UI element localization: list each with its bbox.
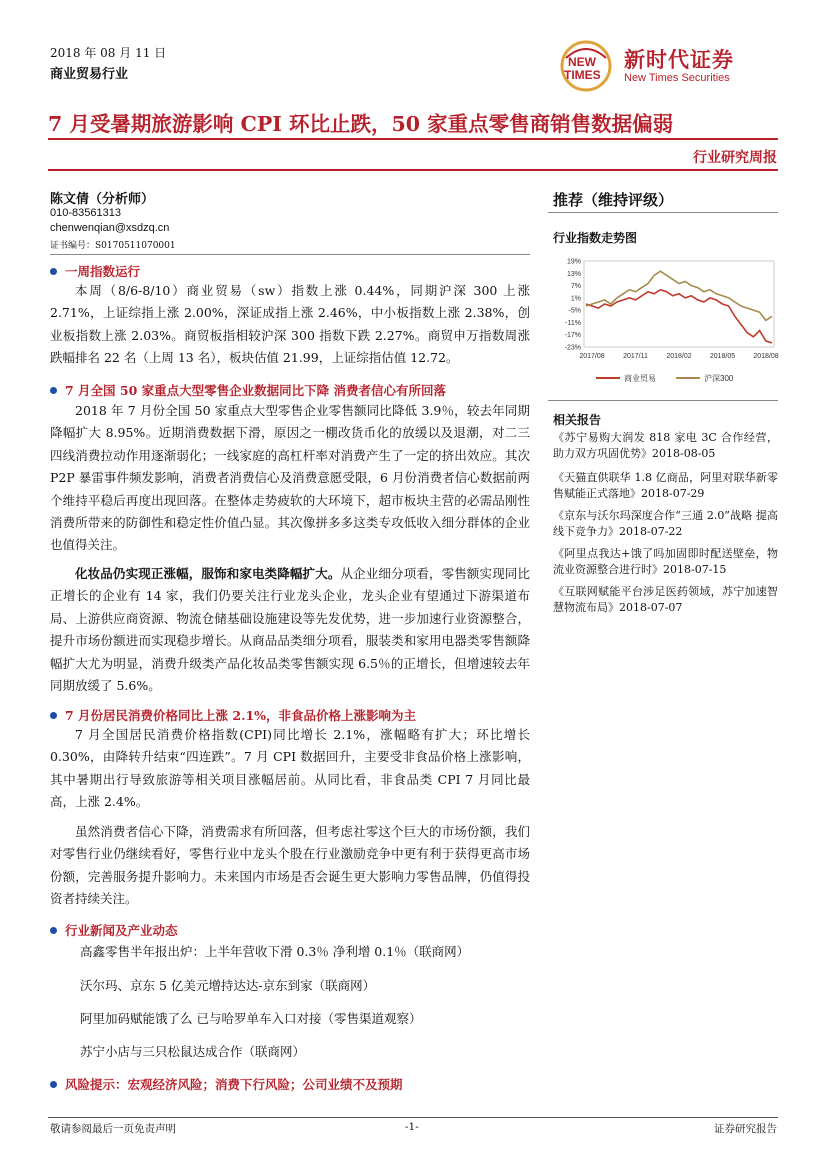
news-item[interactable]: 苏宁小店与三只松鼠达成合作（联商网） [80, 1044, 306, 1059]
paragraph-retail-data: 2018 年 7 月份全国 50 家重点大型零售企业零售额同比降低 3.9％，较去年同期降幅扩大 8.95%。近期消费数据下滑，原因之一棚改货币化的放缓以及退潮，对二三四线消费拉动作用逐渐弱化；一线家庭的高杠杆率对消费产生了一定的挤出效应。其次 P2P 暴雷事件频发影响，消费者消费信心及消费意愿受限，6 月份消费者信心数据前两个维持平稳后再度出现回落。在整体走势疲软的大环境下，超市板块主营的必需品刚性消费所带来的防御性和稳定性价值凸显。其次像拼多多这类专攻低收入细分群体的企业也值得关注。 [50, 403, 530, 553]
logo-emblem-icon [558, 38, 620, 94]
y-tick-label: 13% [566, 270, 581, 278]
news-item[interactable]: 阿里加码赋能饿了么 已与哈罗单车入口对接（零售渠道观察） [80, 1011, 422, 1026]
x-tick-label: 2018/02 [666, 353, 692, 360]
paragraph-outlook: 虽然消费者信心下降，消费需求有所回落，但考虑社零这个巨大的市场份额，我们对零售行业仍继续看好，零售行业中龙头个股在行业激励竞争中更有利于获得更高市场份额，完善服务提升影响力。未来国内市场是否会诞生更大影响力零售品牌，仍值得投资者持续关注。 [50, 824, 530, 907]
section-heading-risk [50, 1075, 403, 1093]
logo-text-en: New Times Securities [624, 72, 730, 84]
section-heading-cpi [50, 706, 416, 724]
series-line-1 [586, 271, 772, 320]
paragraph-index-review: 本周（8/6-8/10）商业贸易（sw）指数上涨 0.44%，同期沪深 300 上涨 2.71%，上证综指上涨 2.00%，深证成指上涨 2.46%，中小板指数上涨 2.38%，创业板指数上涨 2.03%。商贸板指相较沪深 300 指数下跌 2.27%。商贸申万指数周涨跌幅排名 22 名（上周 13 名），板块估值 21.99，上证综指估值 12.72。 [50, 283, 530, 366]
bullet-icon [50, 927, 57, 934]
related-report-item[interactable]: 《阿里点我达+饿了吗加固即时配送壁垒，物流业资源整合进行时》2018-07-15 [553, 547, 778, 576]
related-report-item[interactable]: 《京东与沃尔玛深度合作“三通 2.0”战略 提高线下竞争力》2018-07-22 [553, 509, 778, 538]
series-line-0 [586, 290, 772, 343]
y-tick-label: -5% [568, 307, 581, 315]
section-heading-index [50, 262, 140, 280]
paragraph-lead-bold: 化妆品仍实现正涨幅，服饰和家电类降幅扩大。 [75, 566, 341, 581]
analyst-divider [50, 254, 530, 255]
section-heading-text: 一周指数运行 [65, 264, 141, 279]
chart-title: 行业指数走势图 [553, 231, 638, 245]
legend-label-0: 商业贸易 [624, 374, 656, 383]
analyst-cert: 证书编号：S0170511070001 [50, 241, 176, 251]
paragraph-cpi: 7 月全国居民消费价格指数(CPI)同比增长 2.1%，涨幅略有扩大；环比增长 0.30%，由降转升结束“四连跌”。7 月 CPI 数据回升，主要受非食品价格上涨影响，其中暑期出行导致旅游等相关项目涨幅居前。从同比看，非食品类 CPI 7 月同比最高，上涨 2.4%。 [50, 727, 530, 810]
y-tick-label: 19% [566, 258, 581, 266]
y-tick-label: -23% [564, 344, 581, 352]
section-heading-text: 风险提示：宏观经济风险；消费下行风险；公司业绩不及预期 [65, 1077, 403, 1092]
bullet-icon [50, 268, 57, 275]
footer-label: 证券研究报告 [714, 1123, 777, 1135]
y-tick-label: -11% [565, 319, 581, 327]
related-report-item[interactable]: 《苏宁易购大润发 818 家电 3C 合作经营，助力双方巩固优势》2018-08-05 [553, 431, 778, 460]
y-tick-label: 1% [570, 295, 581, 303]
logo-mark-top: NEW [568, 55, 596, 69]
section-heading-text: 7 月份居民消费价格同比上涨 2.1%，非食品价格上涨影响为主 [65, 708, 417, 723]
page-title: 7 月受暑期旅游影响 CPI 环比止跌，50 家重点零售商销售数据偏弱 [48, 112, 674, 136]
chart-divider [548, 400, 778, 401]
section-heading-news [50, 921, 178, 939]
bullet-icon [50, 1081, 57, 1088]
report-type-label: 行业研究周报 [693, 150, 777, 166]
rating-label: 推荐（维持评级） [553, 191, 674, 209]
news-item[interactable]: 沃尔玛、京东 5 亿美元增持达达-京东到家（联商网） [80, 978, 376, 993]
page-number: -1- [405, 1121, 419, 1133]
report-date: 2018 年 08 月 11 日 [50, 46, 167, 60]
paragraph-body: 从企业细分项看，零售额实现同比正增长的企业有 14 家，我们仍要关注行业龙头企业，龙头企业有望通过下游渠道布局、上游供应商资源、物流仓储基础设施建设等先发优势，进一步加速行业资源整合，提升市场份额进而实现稳步增长。从商品品类细分项看，服装类和家用电器类零售额降幅扩大尤为明显，消费升级类产品化妆品类零售额实现 6.5％的正增长，但增速较去年同期放缓了 5.6%。 [50, 566, 530, 694]
analyst-name: 陈文倩（分析师） [50, 192, 155, 207]
legend-label-1: 沪深300 [704, 374, 734, 383]
paragraph-category-data [50, 563, 530, 697]
index-trend-chart [548, 256, 780, 388]
header-divider [48, 169, 778, 171]
company-logo [558, 38, 768, 94]
footer-disclaimer[interactable]: 敬请参阅最后一页免责声明 [50, 1123, 176, 1135]
y-tick-label: 7% [570, 283, 581, 291]
section-heading-text: 行业新闻及产业动态 [65, 923, 178, 938]
related-report-item[interactable]: 《天猫直供联华 1.8 亿商品，阿里对联华新零售赋能正式落地》2018-07-29 [553, 471, 778, 500]
logo-text-cn: 新时代证券 [624, 47, 734, 72]
x-tick-label: 2018/05 [709, 353, 736, 360]
bullet-icon [50, 712, 57, 719]
x-tick-label: 2017/11 [623, 353, 648, 360]
x-tick-label: 2017/08 [579, 353, 605, 360]
analyst-email[interactable]: chenwenqian@xsdzq.cn [50, 222, 170, 234]
footer-divider [48, 1117, 778, 1118]
chart-canvas [548, 256, 780, 388]
analyst-phone: 010-83561313 [50, 207, 121, 219]
title-divider [48, 138, 778, 140]
section-heading-text: 7 月全国 50 家重点大型零售企业数据同比下降 消费者信心有所回落 [65, 383, 447, 398]
x-tick-label: 2018/08 [753, 353, 779, 360]
y-tick-label: -17% [564, 332, 581, 340]
news-item[interactable]: 高鑫零售半年报出炉：上半年营收下滑 0.3％ 净利增 0.1％（联商网） [80, 944, 470, 959]
industry-label: 商业贸易行业 [50, 67, 129, 82]
related-report-item[interactable]: 《互联网赋能平台涉足医药领域，苏宁加速智慧物流布局》2018-07-07 [553, 585, 778, 614]
related-reports-title: 相关报告 [553, 413, 602, 427]
bullet-icon [50, 387, 57, 394]
rating-divider [548, 212, 778, 213]
section-heading-retail [50, 381, 446, 399]
logo-mark-bottom: TIMES [564, 68, 601, 82]
